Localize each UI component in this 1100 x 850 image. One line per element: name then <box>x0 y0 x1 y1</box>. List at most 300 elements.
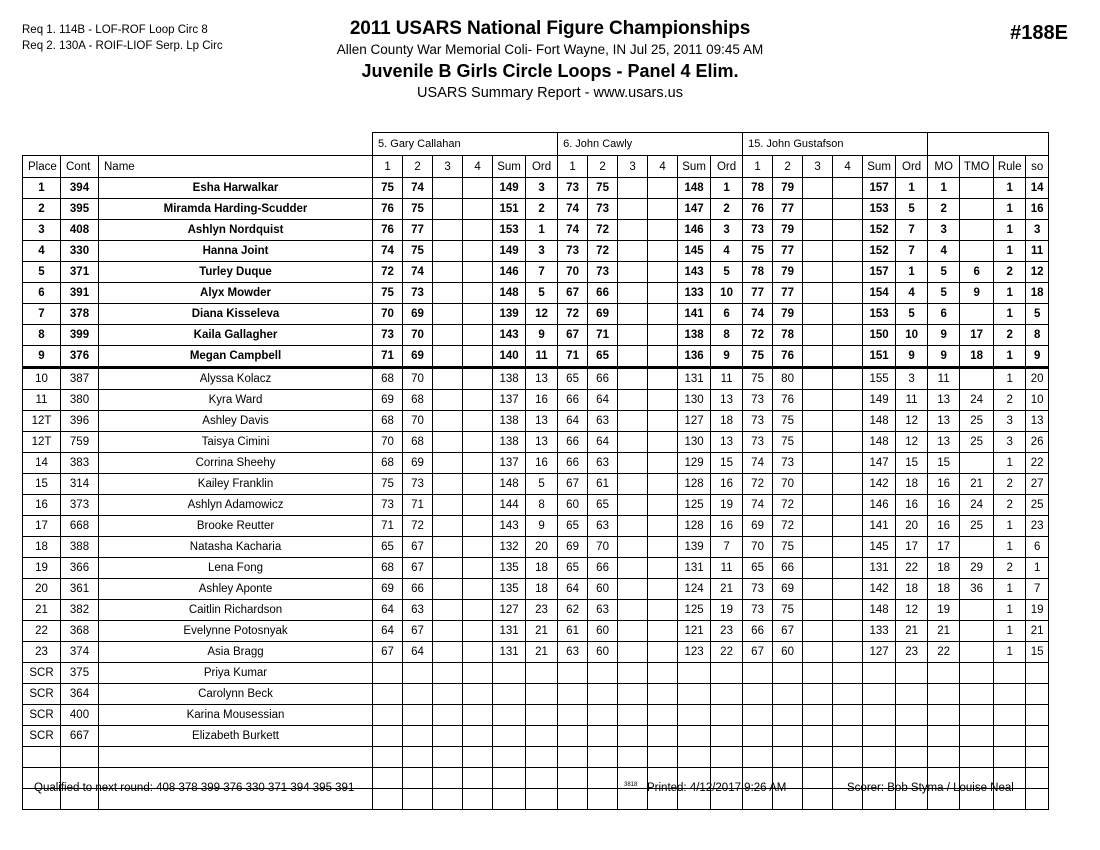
cell-j1-sum <box>493 747 526 768</box>
cell-tmo: 25 <box>960 516 994 537</box>
cell-j3-fig1: 75 <box>743 346 773 368</box>
cell-j2-fig2: 61 <box>588 474 618 495</box>
cell-j3-fig4 <box>833 495 863 516</box>
cell-j3-ord <box>896 684 928 705</box>
cell-j1-fig4 <box>463 726 493 747</box>
cell-j2-fig4 <box>648 453 678 474</box>
col-header-rule: Rule <box>994 156 1026 178</box>
cell-so: 18 <box>1026 283 1049 304</box>
cell-j1-sum: 144 <box>493 495 526 516</box>
cell-place: 21 <box>23 600 61 621</box>
table-row[interactable] <box>23 579 1049 600</box>
cell-name: Lena Fong <box>99 558 373 579</box>
cell-cont: 374 <box>61 642 99 663</box>
cell-j2-sum: 138 <box>678 325 711 346</box>
cell-j3-fig1: 74 <box>743 304 773 325</box>
printed-timestamp: Printed: 4/12/2017 9:26 AM <box>647 782 787 794</box>
col-header-j3-f4: 4 <box>833 156 863 178</box>
cell-tmo <box>960 178 994 199</box>
cell-j1-fig1: 71 <box>373 516 403 537</box>
table-row[interactable] <box>23 220 1049 241</box>
cell-tmo: 21 <box>960 474 994 495</box>
cell-j3-fig3 <box>803 241 833 262</box>
cell-mo <box>928 747 960 768</box>
cell-j1-fig4 <box>463 453 493 474</box>
cell-place <box>23 747 61 768</box>
table-row[interactable] <box>23 346 1049 368</box>
cell-j2-sum <box>678 684 711 705</box>
cell-j3-ord: 23 <box>896 642 928 663</box>
cell-j2-ord: 5 <box>711 262 743 283</box>
cell-j3-fig2: 70 <box>773 474 803 495</box>
cell-j2-fig2: 66 <box>588 368 618 390</box>
cell-j3-fig3 <box>803 579 833 600</box>
cell-j2-fig2: 72 <box>588 220 618 241</box>
table-row[interactable] <box>23 642 1049 663</box>
cell-j1-sum <box>493 705 526 726</box>
cell-place: 1 <box>23 178 61 199</box>
cell-name: Corrina Sheehy <box>99 453 373 474</box>
cell-j2-sum: 147 <box>678 199 711 220</box>
cell-so: 7 <box>1026 579 1049 600</box>
cell-j2-fig2: 72 <box>588 241 618 262</box>
cell-j3-fig2: 77 <box>773 199 803 220</box>
cell-tmo <box>960 621 994 642</box>
cell-j1-fig4 <box>463 558 493 579</box>
cell-place: 7 <box>23 304 61 325</box>
col-header-j3-f2: 2 <box>773 156 803 178</box>
cell-j2-ord: 11 <box>711 558 743 579</box>
cell-j2-sum: 130 <box>678 432 711 453</box>
cell-j2-fig4 <box>648 241 678 262</box>
cell-cont: 371 <box>61 262 99 283</box>
cell-j1-ord: 11 <box>526 346 558 368</box>
cell-j3-fig2: 72 <box>773 516 803 537</box>
cell-rule: 1 <box>994 346 1026 368</box>
cell-so: 10 <box>1026 390 1049 411</box>
cell-j2-ord: 15 <box>711 453 743 474</box>
cell-j1-fig2: 63 <box>403 600 433 621</box>
cell-name: Elizabeth Burkett <box>99 726 373 747</box>
cell-place: 16 <box>23 495 61 516</box>
cell-j3-ord: 12 <box>896 432 928 453</box>
cell-rule: 3 <box>994 411 1026 432</box>
table-row[interactable] <box>23 726 1049 747</box>
cell-place: 8 <box>23 325 61 346</box>
cell-j1-ord: 23 <box>526 600 558 621</box>
cell-mo: 9 <box>928 325 960 346</box>
cell-place: 22 <box>23 621 61 642</box>
cell-j2-fig2 <box>588 726 618 747</box>
cell-rule: 1 <box>994 199 1026 220</box>
cell-cont: 667 <box>61 726 99 747</box>
cell-j3-fig4 <box>833 178 863 199</box>
cell-j1-fig1 <box>373 705 403 726</box>
cell-j3-fig1: 75 <box>743 368 773 390</box>
cell-j1-sum: 149 <box>493 178 526 199</box>
cell-cont: 388 <box>61 537 99 558</box>
cell-j3-ord: 18 <box>896 474 928 495</box>
cell-tmo <box>960 600 994 621</box>
cell-j2-ord <box>711 684 743 705</box>
cell-so: 5 <box>1026 304 1049 325</box>
cell-j3-fig3 <box>803 621 833 642</box>
cell-j1-fig3 <box>433 558 463 579</box>
cell-j3-fig2: 78 <box>773 325 803 346</box>
cell-j3-ord: 21 <box>896 621 928 642</box>
cell-j1-fig1: 64 <box>373 621 403 642</box>
cell-j1-fig1: 72 <box>373 262 403 283</box>
cell-tmo <box>960 642 994 663</box>
cell-j3-fig1: 76 <box>743 199 773 220</box>
cell-j1-fig2 <box>403 705 433 726</box>
col-header-j3-sum: Sum <box>863 156 896 178</box>
cell-name: Kaila Gallagher <box>99 325 373 346</box>
table-row[interactable] <box>23 325 1049 346</box>
cell-j1-fig1: 70 <box>373 304 403 325</box>
col-header-j1-sum: Sum <box>493 156 526 178</box>
cell-j1-fig4 <box>463 642 493 663</box>
cell-j1-sum: 149 <box>493 241 526 262</box>
cell-j2-fig2: 64 <box>588 432 618 453</box>
table-row[interactable] <box>23 178 1049 199</box>
cell-j3-fig2: 79 <box>773 178 803 199</box>
cell-cont: 382 <box>61 600 99 621</box>
cell-j1-sum: 143 <box>493 516 526 537</box>
cell-j3-ord: 7 <box>896 220 928 241</box>
cell-j1-fig1 <box>373 684 403 705</box>
cell-j3-fig4 <box>833 663 863 684</box>
requirement-line-2: Req 2. 130A - ROIF-LIOF Serp. Lp Circ <box>22 40 223 52</box>
cell-mo: 5 <box>928 262 960 283</box>
cell-j3-fig3 <box>803 558 833 579</box>
cell-j1-sum: 138 <box>493 368 526 390</box>
cell-j1-fig3 <box>433 705 463 726</box>
cell-j2-fig2: 60 <box>588 579 618 600</box>
table-row[interactable] <box>23 304 1049 325</box>
cell-j2-fig2 <box>588 663 618 684</box>
cell-j3-fig4 <box>833 558 863 579</box>
cell-j2-fig1: 70 <box>558 262 588 283</box>
cell-j3-fig1: 77 <box>743 283 773 304</box>
cell-j3-sum: 148 <box>863 411 896 432</box>
cell-j3-ord <box>896 747 928 768</box>
cell-j1-fig4 <box>463 621 493 642</box>
cell-j2-ord: 13 <box>711 390 743 411</box>
cell-j1-fig1: 67 <box>373 642 403 663</box>
cell-tmo <box>960 747 994 768</box>
cell-j2-fig4 <box>648 262 678 283</box>
cell-j3-fig3 <box>803 453 833 474</box>
table-row[interactable] <box>23 368 1049 390</box>
table-row[interactable] <box>23 390 1049 411</box>
cell-cont: 380 <box>61 390 99 411</box>
cell-j1-fig4 <box>463 600 493 621</box>
table-row[interactable] <box>23 283 1049 304</box>
cell-so: 3 <box>1026 220 1049 241</box>
cell-j3-ord: 9 <box>896 346 928 368</box>
cell-place: 12T <box>23 432 61 453</box>
cell-mo: 16 <box>928 516 960 537</box>
table-row[interactable] <box>23 411 1049 432</box>
cell-j2-fig4 <box>648 642 678 663</box>
cell-j3-sum: 145 <box>863 537 896 558</box>
cell-j1-fig1: 65 <box>373 537 403 558</box>
report-header <box>0 0 1100 120</box>
cell-j1-fig1: 75 <box>373 283 403 304</box>
cell-j3-ord: 3 <box>896 368 928 390</box>
cell-j3-ord <box>896 726 928 747</box>
cell-j2-fig1: 66 <box>558 432 588 453</box>
cell-so: 11 <box>1026 241 1049 262</box>
cell-j3-fig3 <box>803 220 833 241</box>
cell-j3-fig3 <box>803 726 833 747</box>
cell-cont: 668 <box>61 516 99 537</box>
cell-j1-fig1: 71 <box>373 346 403 368</box>
col-header-j2-sum: Sum <box>678 156 711 178</box>
cell-name: Brooke Reutter <box>99 516 373 537</box>
cell-j1-fig4 <box>463 390 493 411</box>
cell-j2-sum: 143 <box>678 262 711 283</box>
cell-place: 20 <box>23 579 61 600</box>
cell-name: Taisya Cimini <box>99 432 373 453</box>
cell-tmo: 24 <box>960 390 994 411</box>
cell-j3-fig4 <box>833 621 863 642</box>
cell-place: 12T <box>23 411 61 432</box>
cell-so: 8 <box>1026 325 1049 346</box>
cell-j1-fig3 <box>433 346 463 368</box>
cell-rule <box>994 747 1026 768</box>
col-header-so: so <box>1026 156 1049 178</box>
cell-name: Natasha Kacharia <box>99 537 373 558</box>
cell-j1-fig2: 75 <box>403 199 433 220</box>
cell-tmo <box>960 453 994 474</box>
cell-j2-fig4 <box>648 600 678 621</box>
cell-j3-fig1: 73 <box>743 579 773 600</box>
cell-j3-fig2: 69 <box>773 579 803 600</box>
cell-j1-ord: 9 <box>526 325 558 346</box>
cell-mo: 13 <box>928 390 960 411</box>
scorer-credit: Scorer: Bob Styma / Louise Neal <box>847 782 1014 794</box>
cell-j1-fig1: 68 <box>373 558 403 579</box>
table-row[interactable] <box>23 747 1049 768</box>
table-row[interactable] <box>23 495 1049 516</box>
cell-name: Carolynn Beck <box>99 684 373 705</box>
cell-cont: 383 <box>61 453 99 474</box>
cell-j3-ord: 10 <box>896 325 928 346</box>
cell-place: 14 <box>23 453 61 474</box>
table-row[interactable] <box>23 600 1049 621</box>
cell-j2-sum: 124 <box>678 579 711 600</box>
cell-j1-fig4 <box>463 199 493 220</box>
cell-j1-fig2: 66 <box>403 579 433 600</box>
table-row[interactable] <box>23 199 1049 220</box>
cell-place: SCR <box>23 684 61 705</box>
cell-name: Evelynne Potosnyak <box>99 621 373 642</box>
cell-rule: 1 <box>994 537 1026 558</box>
cell-j1-fig4 <box>463 241 493 262</box>
cell-j2-sum <box>678 726 711 747</box>
cell-j2-ord: 10 <box>711 283 743 304</box>
cell-so: 23 <box>1026 516 1049 537</box>
cell-place: 18 <box>23 537 61 558</box>
cell-j2-fig3 <box>618 346 648 368</box>
cell-j3-ord: 7 <box>896 241 928 262</box>
cell-j1-fig3 <box>433 432 463 453</box>
cell-j2-fig3 <box>618 304 648 325</box>
cell-j2-fig4 <box>648 390 678 411</box>
cell-name: Karina Mousessian <box>99 705 373 726</box>
table-row[interactable] <box>23 558 1049 579</box>
table-row[interactable] <box>23 474 1049 495</box>
cell-j3-fig1: 67 <box>743 642 773 663</box>
cell-j1-ord <box>526 684 558 705</box>
cell-j2-ord <box>711 726 743 747</box>
cell-name: Hanna Joint <box>99 241 373 262</box>
cell-j3-fig2 <box>773 747 803 768</box>
cell-j1-fig3 <box>433 537 463 558</box>
cell-so: 19 <box>1026 600 1049 621</box>
cell-mo: 2 <box>928 199 960 220</box>
cell-j3-ord: 15 <box>896 453 928 474</box>
cell-j2-sum: 128 <box>678 474 711 495</box>
cell-tmo: 25 <box>960 432 994 453</box>
cell-j3-fig2: 73 <box>773 453 803 474</box>
cell-j2-ord <box>711 663 743 684</box>
cell-j1-fig3 <box>433 325 463 346</box>
cell-j1-ord: 5 <box>526 474 558 495</box>
cell-mo: 18 <box>928 558 960 579</box>
cell-j2-fig1 <box>558 747 588 768</box>
cell-j3-fig1: 72 <box>743 474 773 495</box>
report-footer <box>22 782 1036 800</box>
cell-j2-fig4 <box>648 346 678 368</box>
cell-j2-ord: 11 <box>711 368 743 390</box>
cell-j1-fig2 <box>403 684 433 705</box>
cell-j2-fig1: 72 <box>558 304 588 325</box>
cell-place: SCR <box>23 663 61 684</box>
cell-j2-fig3 <box>618 747 648 768</box>
cell-tmo <box>960 705 994 726</box>
cell-so: 1 <box>1026 558 1049 579</box>
cell-j2-fig2: 65 <box>588 346 618 368</box>
table-row[interactable] <box>23 705 1049 726</box>
cell-name: Priya Kumar <box>99 663 373 684</box>
cell-j1-fig2: 67 <box>403 558 433 579</box>
cell-j2-sum <box>678 747 711 768</box>
cell-j2-sum <box>678 663 711 684</box>
table-row[interactable] <box>23 453 1049 474</box>
cell-j1-fig4 <box>463 178 493 199</box>
cell-rule: 2 <box>994 325 1026 346</box>
cell-j2-fig4 <box>648 283 678 304</box>
cell-rule <box>994 726 1026 747</box>
table-row[interactable] <box>23 432 1049 453</box>
table-row[interactable] <box>23 262 1049 283</box>
cell-j2-fig4 <box>648 621 678 642</box>
cell-j3-fig2: 67 <box>773 621 803 642</box>
cell-j3-sum: 150 <box>863 325 896 346</box>
cell-place: SCR <box>23 705 61 726</box>
cell-so: 21 <box>1026 621 1049 642</box>
table-row[interactable] <box>23 663 1049 684</box>
cell-j3-fig3 <box>803 600 833 621</box>
table-row[interactable] <box>23 537 1049 558</box>
cell-j3-fig4 <box>833 600 863 621</box>
table-row[interactable] <box>23 684 1049 705</box>
cell-tmo <box>960 663 994 684</box>
cell-j2-sum: 136 <box>678 346 711 368</box>
cell-mo <box>928 726 960 747</box>
cell-j3-sum: 157 <box>863 178 896 199</box>
cell-j3-fig3 <box>803 390 833 411</box>
cell-j2-fig1: 74 <box>558 199 588 220</box>
cell-mo: 19 <box>928 600 960 621</box>
cell-j1-fig1: 76 <box>373 220 403 241</box>
cell-j2-fig3 <box>618 241 648 262</box>
cell-j1-fig1 <box>373 726 403 747</box>
cell-j2-fig2: 60 <box>588 621 618 642</box>
cell-j2-fig2: 64 <box>588 390 618 411</box>
cell-j1-sum: 131 <box>493 642 526 663</box>
cell-tmo <box>960 537 994 558</box>
cell-tmo <box>960 199 994 220</box>
cell-j3-fig4 <box>833 220 863 241</box>
cell-j1-fig1: 73 <box>373 495 403 516</box>
cell-cont: 364 <box>61 684 99 705</box>
cell-cont: 395 <box>61 199 99 220</box>
cell-so <box>1026 726 1049 747</box>
cell-j3-fig1: 65 <box>743 558 773 579</box>
cell-j2-fig4 <box>648 726 678 747</box>
requirement-line-1: Req 1. 114B - LOF-ROF Loop Circ 8 <box>22 24 208 36</box>
cell-mo: 22 <box>928 642 960 663</box>
cell-j3-sum: 154 <box>863 283 896 304</box>
cell-j1-sum: 153 <box>493 220 526 241</box>
cell-tmo <box>960 241 994 262</box>
cell-j3-sum: 151 <box>863 346 896 368</box>
cell-j1-ord: 13 <box>526 368 558 390</box>
table-row[interactable] <box>23 241 1049 262</box>
cell-rule: 2 <box>994 495 1026 516</box>
cell-cont: 314 <box>61 474 99 495</box>
cell-j1-sum <box>493 726 526 747</box>
cell-j2-fig3 <box>618 684 648 705</box>
cell-j3-ord: 11 <box>896 390 928 411</box>
cell-j1-ord: 12 <box>526 304 558 325</box>
cell-j2-fig4 <box>648 663 678 684</box>
cell-j1-fig4 <box>463 283 493 304</box>
cell-j3-fig2: 77 <box>773 283 803 304</box>
cell-so: 26 <box>1026 432 1049 453</box>
table-row[interactable] <box>23 516 1049 537</box>
cell-j3-fig1: 74 <box>743 495 773 516</box>
cell-name: Alyx Mowder <box>99 283 373 304</box>
cell-j1-fig2: 73 <box>403 283 433 304</box>
col-header-j3-f3: 3 <box>803 156 833 178</box>
cell-j1-fig3 <box>433 747 463 768</box>
cell-j3-fig3 <box>803 663 833 684</box>
cell-place: 5 <box>23 262 61 283</box>
col-header-name: Name <box>99 156 373 178</box>
cell-j1-fig1: 73 <box>373 325 403 346</box>
cell-j1-sum: 146 <box>493 262 526 283</box>
cell-rule: 1 <box>994 516 1026 537</box>
cell-rule <box>994 705 1026 726</box>
table-row[interactable] <box>23 621 1049 642</box>
cell-j2-fig4 <box>648 747 678 768</box>
cell-so: 12 <box>1026 262 1049 283</box>
